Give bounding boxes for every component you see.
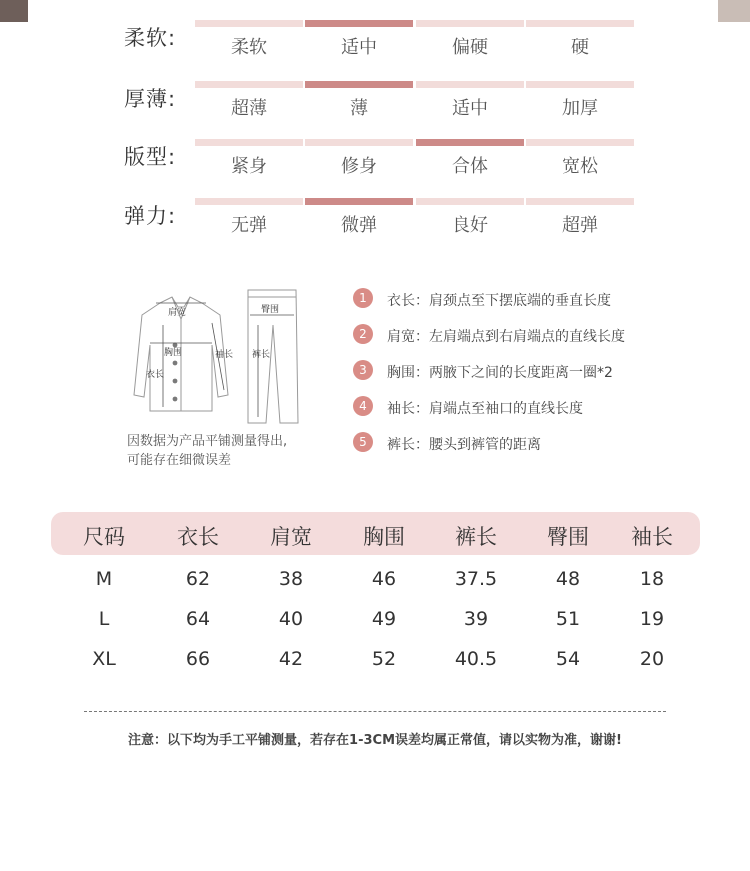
table-header-cell: 裤长 — [455, 525, 497, 549]
legend-text: 衣长：肩颈点至下摆底端的垂直长度 — [387, 293, 611, 309]
table-cell: L — [98, 608, 110, 630]
attribute-option: 适中 — [416, 81, 524, 120]
garment-measurement-diagram — [120, 285, 310, 430]
table-header-cell: 衣长 — [177, 525, 219, 549]
diagram-note: 因数据为产品平铺测量得出, 可能存在细微误差 — [127, 434, 288, 468]
table-cell: 37.5 — [454, 568, 498, 590]
attribute-option: 超弹 — [526, 198, 634, 237]
table-cell: 40 — [278, 608, 304, 630]
shirt-label-shoulder: 肩宽 — [168, 308, 187, 318]
attribute-option: 加厚 — [526, 81, 634, 120]
table-cell: 42 — [278, 648, 304, 670]
table-cell: 18 — [639, 568, 665, 590]
table-header-cell: 胸围 — [363, 525, 405, 549]
size-table-header — [51, 512, 700, 555]
table-row — [0, 608, 750, 638]
table-cell: 38 — [278, 568, 304, 590]
attribute-option: 适中 — [305, 20, 413, 59]
table-cell: 48 — [555, 568, 581, 590]
corner-decoration-right — [718, 0, 750, 22]
attribute-option: 无弹 — [195, 198, 303, 237]
attribute-option: 超薄 — [195, 81, 303, 120]
table-cell: XL — [92, 648, 116, 670]
table-cell: 66 — [185, 648, 211, 670]
table-cell: 62 — [185, 568, 211, 590]
attribute-option: 合体 — [416, 139, 524, 178]
table-cell: 54 — [555, 648, 581, 670]
attribute-row-thickness — [0, 81, 750, 121]
table-cell: 51 — [555, 608, 581, 630]
table-header-cell: 尺码 — [83, 525, 125, 549]
attribute-option: 硬 — [526, 20, 634, 59]
legend-number: 3 — [353, 360, 373, 380]
measurement-notice: 注意：以下均为手工平铺测量，若存在1-3CM误差均属正常值，请以实物为准，谢谢! — [128, 733, 622, 748]
table-header-cell: 臀围 — [547, 525, 589, 549]
table-row — [0, 568, 750, 598]
table-row — [0, 648, 750, 678]
table-cell: 52 — [371, 648, 397, 670]
legend-number: 5 — [353, 432, 373, 452]
table-cell: 20 — [639, 648, 665, 670]
table-cell: 49 — [371, 608, 397, 630]
attribute-option: 偏硬 — [416, 20, 524, 59]
attribute-option: 柔软 — [195, 20, 303, 59]
shirt-label-length: 衣长 — [146, 370, 165, 380]
attribute-option: 微弹 — [305, 198, 413, 237]
attribute-label: 柔软: — [124, 26, 177, 50]
table-cell: M — [95, 568, 113, 590]
attribute-label: 版型: — [124, 145, 177, 169]
attribute-option: 修身 — [305, 139, 413, 178]
legend-text: 裤长：腰头到裤管的距离 — [387, 437, 541, 453]
table-cell: 46 — [371, 568, 397, 590]
legend-number: 4 — [353, 396, 373, 416]
attribute-row-elasticity — [0, 198, 750, 238]
legend-text: 胸围：两腋下之间的长度距离一圈*2 — [387, 365, 613, 381]
legend-number: 2 — [353, 324, 373, 344]
shirt-label-sleeve: 袖长 — [215, 350, 234, 360]
shirt-label-chest: 胸围 — [164, 348, 183, 358]
attribute-label: 厚薄: — [124, 87, 177, 111]
legend-text: 袖长：肩端点至袖口的直线长度 — [387, 401, 583, 417]
legend-number: 1 — [353, 288, 373, 308]
table-cell: 39 — [463, 608, 489, 630]
attribute-row-fit — [0, 139, 750, 179]
attribute-option: 薄 — [305, 81, 413, 120]
table-cell: 64 — [185, 608, 211, 630]
attribute-option: 良好 — [416, 198, 524, 237]
attribute-row-softness — [0, 20, 750, 60]
legend-text: 肩宽：左肩端点到右肩端点的直线长度 — [387, 329, 625, 345]
attribute-option: 紧身 — [195, 139, 303, 178]
table-header-cell: 袖长 — [631, 525, 673, 549]
divider — [84, 711, 666, 712]
table-cell: 40.5 — [454, 648, 498, 670]
attribute-label: 弹力: — [124, 204, 177, 228]
corner-decoration-left — [0, 0, 28, 22]
pants-label-length: 裤长 — [252, 350, 271, 360]
pants-label-hip: 臀围 — [261, 305, 280, 315]
attribute-option: 宽松 — [526, 139, 634, 178]
table-cell: 19 — [639, 608, 665, 630]
table-header-cell: 肩宽 — [270, 525, 312, 549]
